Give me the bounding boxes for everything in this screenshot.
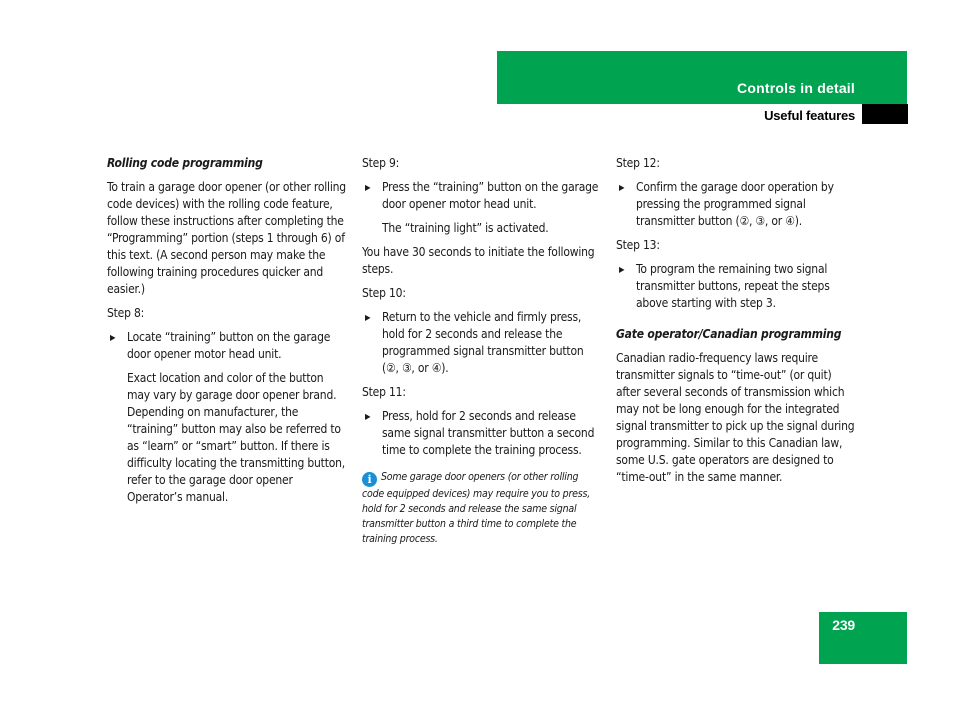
- bullet-arrow-icon: ▶: [110, 333, 116, 342]
- header-band: [497, 51, 907, 104]
- bullet-text: Confirm the garage door operation by pressing the programmed signal transmitter button (②, ③, or ④).: [636, 180, 834, 228]
- step-label: Step 12:: [616, 156, 660, 170]
- column-2: [362, 155, 602, 547]
- page-number-box: [819, 612, 907, 664]
- list-item: [616, 179, 856, 230]
- list-item: [616, 261, 856, 312]
- note-paragraph: Exact location and color of the button may vary by garage door opener brand. Depending on manufacturer, the “training” button may also be referred to as “learn” or “smart” button. If there is difficulty locating the transmitting button, refer to the garage door opener Operator’s manual.: [127, 371, 346, 504]
- note-paragraph: The “training light” is activated.: [382, 221, 549, 235]
- column-3: [616, 155, 856, 493]
- bullet-text: Return to the vehicle and firmly press, hold for 2 seconds and release the programmed signal transmitter button (②, ③, or ④).: [382, 310, 584, 375]
- section-tab-marker: [862, 104, 908, 124]
- bullet-arrow-icon: ▶: [365, 412, 371, 421]
- bullet-arrow-icon: ▶: [619, 265, 625, 274]
- step-label: Step 9:: [362, 156, 400, 170]
- step-label: Step 11:: [362, 385, 406, 399]
- bullet-arrow-icon: ▶: [365, 313, 371, 322]
- paragraph: Canadian radio-frequency laws require transmitter signals to “time-out” (or quit) after several seconds of transmission which may not be long enough for the integrated signal transmitter to pick up the signal during programming. Similar to this Canadian law, some U.S. gate operators are designed to “time-out” in the same manner.: [616, 351, 855, 484]
- bullet-text: Press the “training” button on the garage door opener motor head unit.: [382, 180, 599, 211]
- subsection-title: Useful features: [764, 108, 855, 123]
- info-note: [362, 470, 602, 547]
- paragraph: You have 30 seconds to initiate the following steps.: [362, 245, 595, 276]
- bullet-text: To program the remaining two signal transmitter buttons, repeat the steps above starting with step 3.: [636, 262, 830, 310]
- info-text: Some garage door openers (or other rolling code equipped devices) may require you to press, hold for 2 seconds and release the same signal transmitter button a third time to complete the training process.: [362, 471, 591, 545]
- column-1: [107, 155, 347, 513]
- step-label: Step 10:: [362, 286, 406, 300]
- heading-rolling-code: Rolling code programming: [107, 156, 263, 170]
- info-icon: i: [362, 472, 377, 487]
- section-title: Controls in detail: [737, 80, 855, 96]
- list-item: [107, 329, 347, 363]
- step-label: Step 13:: [616, 238, 660, 252]
- list-item: [362, 179, 602, 213]
- step-label: Step 8:: [107, 306, 145, 320]
- page-number: 239: [832, 617, 855, 633]
- bullet-text: Locate “training” button on the garage door opener motor head unit.: [127, 330, 331, 361]
- bullet-arrow-icon: ▶: [365, 183, 371, 192]
- list-item: [362, 408, 602, 459]
- intro-paragraph: To train a garage door opener (or other rolling code devices) with the rolling code feature, follow these instructions after completing the “Programming” portion (steps 1 through 6) of this text. (A second person may make the following training procedures quicker and easier.): [107, 180, 346, 296]
- heading-gate-operator: Gate operator/Canadian programming: [616, 327, 842, 341]
- bullet-arrow-icon: ▶: [619, 183, 625, 192]
- list-item: [362, 309, 602, 377]
- bullet-text: Press, hold for 2 seconds and release same signal transmitter button a second time to complete the training process.: [382, 409, 595, 457]
